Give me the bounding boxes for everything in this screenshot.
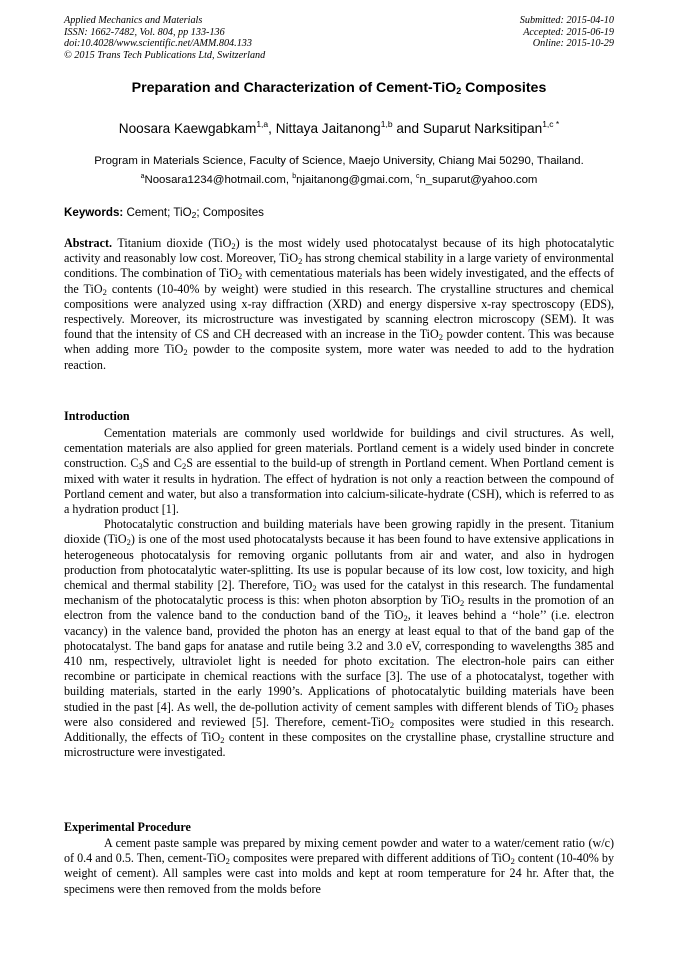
title-text: Preparation and Characterization of Cement-TiO	[131, 80, 457, 96]
author-3-affil: 1,c *	[542, 119, 560, 129]
author-2: Nittaya Jaitanong	[275, 121, 381, 136]
journal-doi: doi:10.4028/www.scientific.net/AMM.804.133	[64, 38, 252, 50]
subscript: 2	[225, 856, 230, 867]
paragraph-text: composites were prepared with different additions of TiO	[229, 851, 511, 866]
abstract-text: powder to the composite system, more water was needed to add to the hydration reaction.	[64, 342, 614, 372]
submitted-date: Submitted: 2015-04-10	[519, 15, 614, 26]
title-subscript: 2	[456, 86, 462, 96]
experimental-heading: Experimental Procedure	[64, 820, 191, 834]
subscript: 2	[102, 286, 107, 297]
abstract-text: contents (10-40% by weight) were studied in this research. The crystalline structures and chemical compositions were analyzed using x-ray diffraction (XRD) and energy dispersive x-ray spectroscopy (EDS), respectively. Moreover, its microstructure was investigated by scanning electron microscopy (SEM). It was found that the intensity of CS and CH decreased with an increase in the TiO	[64, 281, 614, 342]
email-b[interactable]: njaitanong@gmai.com,	[296, 174, 416, 186]
author-1-affil: 1,a	[256, 119, 269, 129]
affiliation	[0, 154, 678, 188]
journal-name: Applied Mechanics and Materials	[64, 15, 203, 26]
keyword-subscript: 2	[191, 210, 197, 220]
paragraph-text: content in these composites on the crystalline phase, crystalline structure and microstructure were investigated.	[64, 730, 614, 760]
subscript: 2	[438, 332, 444, 343]
paragraph-text: composites were studied in this research. Additionally, the effects of TiO	[64, 714, 615, 745]
author-separator: and	[392, 121, 423, 136]
author-emails	[0, 169, 678, 188]
journal-issn: ISSN: 1662-7482, Vol. 804, pp 133-136	[64, 26, 225, 38]
subscript: 2	[389, 719, 395, 730]
abstract	[64, 236, 614, 373]
abstract-text: ) is the most widely used photocatalyst because of its high photocatalytic activity and reasonably low cost. Moreover, TiO	[64, 236, 614, 266]
subscript: 2	[459, 598, 465, 609]
paragraph-text: , it leaves behind a ‘‘hole’’ (i.e. electron vacancy) in the valence band, provided the photon has an energy at least equal to that of the band gap of the photocatalyst. The band gaps for anatase and rutile being 3.2 and 3.0 eV, corresponding to wavelengths 385 and 410 nm, respectively, ultraviolet light is needed for photo excitation. The electron-hole pairs can either recombine or participate in chemical reactions with the surface [3]. The use of a photocatalyst, together with building materials, started in the early 1990’s. Applications of photocatalytic building materials have been studied in the past [4]. As well, the de-pollution activity of cement samples with different blends of TiO	[64, 608, 614, 714]
introduction-body	[64, 426, 614, 760]
email-marker: c	[415, 173, 420, 180]
paragraph-text: results in the promotion of an electron from the valence band to the conduction band of the TiO	[64, 593, 614, 623]
paragraph-text: Cementation materials are commonly used worldwide for buildings and civil structures. As well, cementation materials are also applied for green materials. Portland cement is a widely used binder in concrete construction. C	[64, 426, 614, 471]
email-marker: a	[140, 173, 145, 180]
author-list	[0, 119, 678, 136]
author-3: Suparut Narksitipan	[422, 121, 543, 136]
subscript: 2	[220, 735, 225, 746]
subscript: 3	[138, 461, 143, 472]
paragraph-text: phases were also considered and reviewed [5]. Therefore, cement-TiO	[64, 699, 614, 729]
subscript: 2	[181, 461, 187, 472]
online-date: Online: 2015-10-29	[532, 38, 614, 50]
subscript: 2	[312, 583, 317, 594]
email-marker: b	[292, 173, 297, 180]
experimental-body	[64, 836, 614, 897]
subscript: 2	[183, 347, 188, 358]
subscript: 2	[573, 704, 579, 715]
keyword-text: Cement; TiO	[126, 206, 192, 219]
author-1: Noosara Kaewgabkam	[118, 121, 257, 136]
paragraph-text: A cement paste sample was prepared by mixing cement powder and water to a water/cement ratio (w/c) of 0.4 and 0.5. Then, cement-TiO	[64, 836, 614, 866]
introduction-paragraph-1	[64, 426, 614, 517]
introduction-heading: Introduction	[64, 409, 130, 423]
subscript: 2	[510, 856, 515, 867]
accepted-date: Accepted: 2015-06-19	[523, 26, 614, 38]
keywords	[64, 206, 264, 219]
journal-info	[64, 15, 265, 61]
paragraph-text: was used for the catalyst in this research. The fundamental mechanism of the photocatalytic process is this: when photon absorption by TiO	[64, 578, 614, 608]
introduction-paragraph-2	[64, 517, 614, 760]
abstract-text: powder content. This was because when adding more TiO	[64, 327, 614, 357]
email-c[interactable]: n_suparut@yahoo.com	[419, 174, 538, 186]
abstract-paragraph	[64, 236, 614, 373]
journal-copyright: © 2015 Trans Tech Publications Ltd, Switzerland	[64, 49, 266, 61]
title-tail: Composites	[461, 80, 547, 96]
author-separator: ,	[268, 121, 276, 136]
keyword-text: ; Composites	[196, 206, 264, 219]
affiliation-line: Program in Materials Science, Faculty of Science, Maejo University, Chiang Mai 50290, Thailand.	[94, 155, 584, 167]
publication-dates	[520, 15, 614, 50]
abstract-label: Abstract.	[64, 236, 113, 250]
keywords-label: Keywords:	[64, 206, 124, 219]
subscript: 2	[231, 241, 236, 251]
paragraph-text: Photocatalytic construction and building materials have been growing rapidly in the present. Titanium dioxide (TiO	[64, 517, 614, 547]
paragraph-text: S are essential to the build-up of strength in Portland cement. When Portland cement is mixed with water it results in hydration. The effect of hydration is not only a reaction between the compound of Portland cement and water, but also a transformation into calcium-silicate-hydrate (CSH), which is referred to as a hydration product [1].	[64, 456, 614, 517]
abstract-text: has strong chemical stability in a large variety of environmental conditions. The combination of TiO	[64, 251, 614, 281]
subscript: 2	[403, 613, 408, 624]
author-2-affil: 1,b	[380, 119, 393, 129]
paragraph-text: ) is one of the most used photocatalysts because it has been found to have extensive applications in heterogeneous photocatalysis for removing organic pollutants from air and water, and also in hydrogen production from photocatalytic water-splitting. Its use is popular because of its low cost, low toxicity, and high chemical and thermal stability [2]. Therefore, TiO	[64, 532, 614, 593]
email-a[interactable]: Noosara1234@hotmail.com,	[144, 174, 293, 186]
subscript: 2	[237, 271, 243, 282]
paragraph-text: content (10-40% by weight of cement). All samples were cast into molds and kept at room temperature for 24 hr. After that, the specimens were then removed from the molds before	[64, 851, 614, 896]
abstract-text: with cementatious materials has been widely investigated, and the effects of the TiO	[64, 266, 615, 296]
abstract-text: Titanium dioxide (TiO	[117, 236, 232, 250]
subscript: 2	[298, 256, 303, 267]
paper-title	[0, 80, 678, 96]
paragraph-text: S and C	[142, 456, 182, 471]
experimental-paragraph-1	[64, 836, 614, 897]
subscript: 2	[126, 537, 131, 548]
